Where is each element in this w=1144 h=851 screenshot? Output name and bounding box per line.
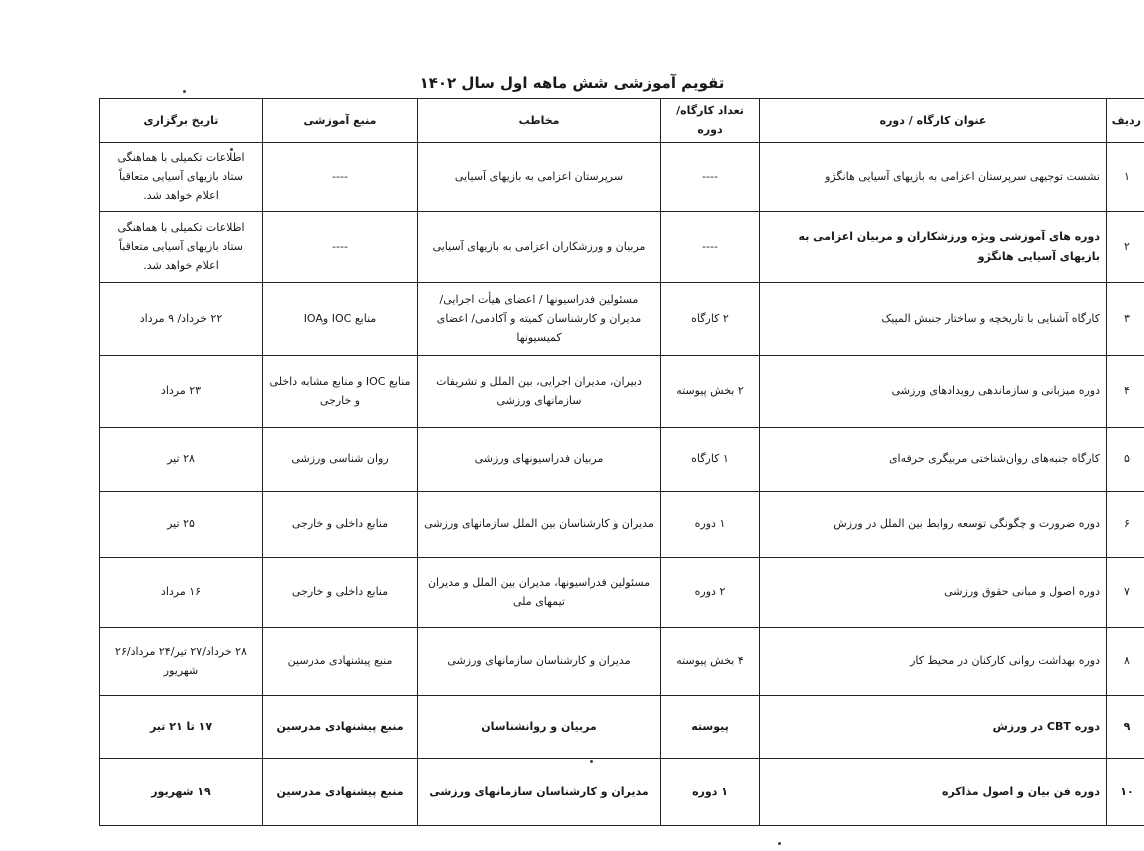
cell-audience: مدیران و کارشناسان بین الملل سازمانهای ورزشی [418, 491, 661, 557]
cell-num: ۸ [1107, 627, 1144, 695]
cell-date: اطلاعات تکمیلی با هماهنگی ستاد بازیهای آسیایی متعاقباً اعلام خواهد شد. [100, 142, 263, 211]
cell-source: ---- [263, 211, 418, 282]
cell-count: پیوسته [661, 695, 760, 758]
cell-date: ۱۹ شهریور [100, 758, 263, 825]
cell-date: اطلاعات تکمیلی با هماهنگی ستاد بازیهای آسیایی متعاقباً اعلام خواهد شد. [100, 211, 263, 282]
table-row [100, 758, 1144, 825]
cell-num: ۱۰ [1107, 758, 1144, 825]
cell-count: ۱ دوره [661, 758, 760, 825]
cell-num: ۹ [1107, 695, 1144, 758]
cell-source: روان شناسی ورزشی [263, 427, 418, 491]
cell-num: ۴ [1107, 355, 1144, 427]
table-row [100, 695, 1144, 758]
cell-date: ۲۸ خرداد/۲۷ تیر/۲۴ مرداد/۲۶ شهریور [100, 627, 263, 695]
header-title: عنوان کارگاه / دوره [760, 99, 1107, 143]
cell-date: ۲۳ مرداد [100, 355, 263, 427]
cell-date: ۱۷ تا ۲۱ تیر [100, 695, 263, 758]
cell-audience: مربیان فدراسیونهای ورزشی [418, 427, 661, 491]
cell-date: ۲۵ تیر [100, 491, 263, 557]
cell-count: ۴ بخش پیوسته [661, 627, 760, 695]
cell-audience: مربیان و روانشناسان [418, 695, 661, 758]
table-row [100, 427, 1144, 491]
document-title: تقویم آموزشی شش ماهه اول سال ۱۴۰۲ [419, 74, 725, 92]
cell-audience: مسئولین فدراسیونها، مدیران بین الملل و مدیران تیمهای ملی [418, 557, 661, 627]
cell-title: دوره ضرورت و چگونگی توسعه روابط بین الملل در ورزش [760, 491, 1107, 557]
cell-count: ۱ کارگاه [661, 427, 760, 491]
cell-source: ---- [263, 142, 418, 211]
cell-count: ---- [661, 142, 760, 211]
cell-count: ۲ کارگاه [661, 282, 760, 355]
cell-count: ---- [661, 211, 760, 282]
table-row [100, 211, 1144, 282]
header-audience: مخاطب [418, 99, 661, 143]
cell-date: ۲۲ خرداد/ ۹ مرداد [100, 282, 263, 355]
table-row [100, 355, 1144, 427]
table-row [100, 627, 1144, 695]
cell-count: ۲ بخش پیوسته [661, 355, 760, 427]
cell-num: ۷ [1107, 557, 1144, 627]
cell-num: ۲ [1107, 211, 1144, 282]
cell-title: دوره های آموزشی ویژه ورزشکاران و مربیان اعزامی به بازیهای آسیایی هانگژو [760, 211, 1107, 282]
cell-title: کارگاه جنبه‌های روان‌شناختی مربیگری حرفه‌ای [760, 427, 1107, 491]
cell-audience: مدیران و کارشناسان سازمانهای ورزشی [418, 758, 661, 825]
cell-audience: مسئولین فدراسیونها / اعضای هیأت اجرایی/ مدیران و کارشناسان کمیته و آکادمی/ اعضای کمیسیونها [418, 282, 661, 355]
scan-speck [778, 842, 781, 845]
cell-num: ۱ [1107, 142, 1144, 211]
cell-source: منبع پیشنهادی مدرسین [263, 758, 418, 825]
header-num: ردیف [1107, 99, 1144, 143]
cell-source: منابع داخلی و خارجی [263, 491, 418, 557]
cell-source: منبع پیشنهادی مدرسین [263, 627, 418, 695]
cell-num: ۶ [1107, 491, 1144, 557]
table-row [100, 282, 1144, 355]
cell-title: دوره اصول و مبانی حقوق ورزشی [760, 557, 1107, 627]
cell-count: ۲ دوره [661, 557, 760, 627]
cell-audience: مربیان و ورزشکاران اعزامی به بازیهای آسیایی [418, 211, 661, 282]
cell-title: دوره میزبانی و سازماندهی رویدادهای ورزشی [760, 355, 1107, 427]
cell-title: دوره CBT در ورزش [760, 695, 1107, 758]
table-row [100, 557, 1144, 627]
cell-source: منابع داخلی و خارجی [263, 557, 418, 627]
header-date: تاریخ برگزاری [100, 99, 263, 143]
cell-audience: مدیران و کارشناسان سازمانهای ورزشی [418, 627, 661, 695]
cell-date: ۲۸ تیر [100, 427, 263, 491]
table-row [100, 142, 1144, 211]
table-header-row [100, 99, 1144, 143]
table-row [100, 491, 1144, 557]
cell-audience: سرپرستان اعزامی به بازیهای آسیایی [418, 142, 661, 211]
header-count: تعداد کارگاه/دوره [661, 99, 760, 143]
cell-source: منبع پیشنهادی مدرسین [263, 695, 418, 758]
cell-title: دوره بهداشت روانی کارکنان در محیط کار [760, 627, 1107, 695]
cell-date: ۱۶ مرداد [100, 557, 263, 627]
header-source: منبع آموزشی [263, 99, 418, 143]
cell-title: دوره فن بیان و اصول مذاکره [760, 758, 1107, 825]
cell-title: کارگاه آشنایی با تاریخچه و ساختار جنبش المپیک [760, 282, 1107, 355]
cell-num: ۳ [1107, 282, 1144, 355]
cell-source: منابع IOC و منابع مشابه داخلی و خارجی [263, 355, 418, 427]
cell-num: ۵ [1107, 427, 1144, 491]
cell-source: منابع IOC وIOA [263, 282, 418, 355]
cell-title: نشست توجیهی سرپرستان اعزامی به بازیهای آسیایی هانگژو [760, 142, 1107, 211]
cell-audience: دبیران، مدیران اجرایی، بین الملل و تشریفات سازمانهای ورزشی [418, 355, 661, 427]
schedule-table [99, 98, 1144, 826]
cell-count: ۱ دوره [661, 491, 760, 557]
